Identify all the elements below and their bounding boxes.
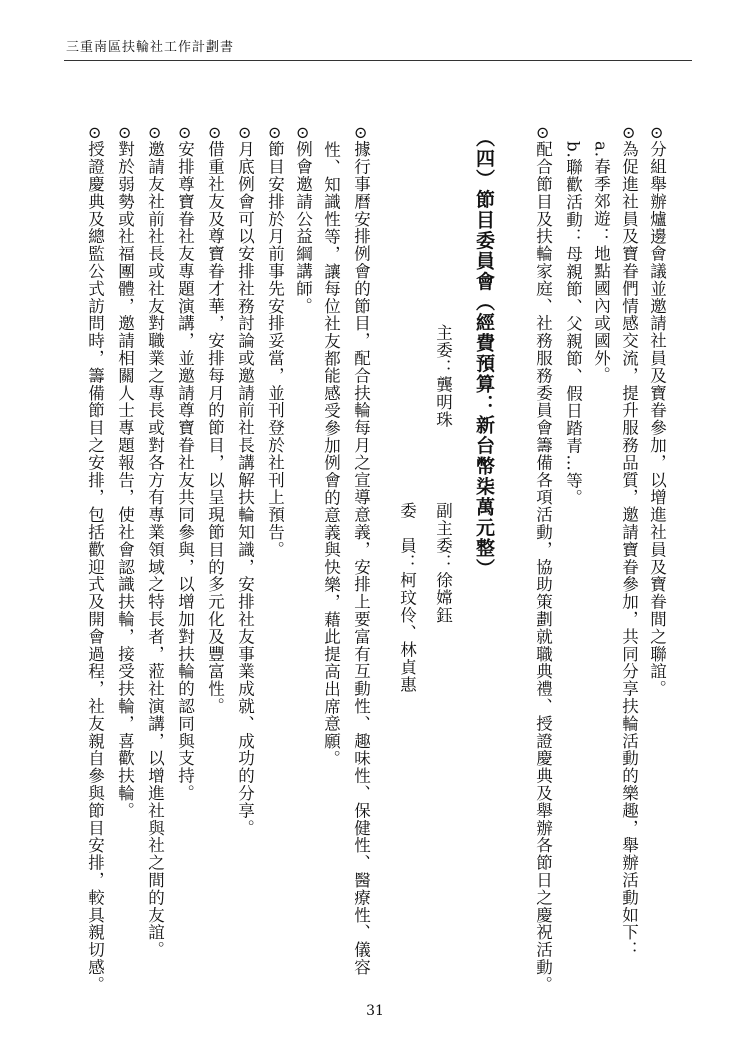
bullet-charity-groups: ⊙對於弱勢或社福團體，邀請相關人士專題報告，使社會認識扶輪，接受扶輪，喜歡扶輪。 bbox=[115, 126, 135, 820]
bullet-guest-speakers: ⊙邀請友社前社長或社友對職業之專長或對各方有專業領域之特長者，蒞社演講，以增進社與社之間的友誼。 bbox=[145, 126, 165, 959]
bullet-fireside-meeting: ⊙分組舉辦爐邊會議並邀請社員及寶眷參加，以增進社員及寶眷間之聯誼。 bbox=[647, 126, 667, 698]
committee-vice-chair: 副主委：徐嫦鈺 bbox=[433, 502, 453, 624]
bullet-meeting-program: ⊙據行事曆安排例會的節目，配合扶輪每月之宣導意義，安排上要富有互動性、趣味性、保健性、醫療性、儀容 bbox=[351, 126, 371, 976]
bullet-family-activities: ⊙為促進社員及寶眷們情感交流，提升服務品質，邀請寶眷參加，共同分享扶輪活動的樂趣，舉辦活動如下： bbox=[619, 126, 639, 959]
sub-item-spring-outing: a.春季郊遊：地點國內或國外。 bbox=[591, 141, 611, 385]
bullet-ceremony-coordination: ⊙配合節目及扶輪家庭、社務服務委員會籌備各項活動，協助策劃就職典禮、授證慶典及舉辦各節日之慶祝活動。 bbox=[533, 126, 553, 994]
bullet-meeting-program-cont: 性、知識性等，讓每位社友都能感受參加例會的意義與快樂，藉此提高出席意願。 bbox=[321, 141, 341, 768]
section-heading-program-committee: （四）節目委員會（經費預算：新台幣柒萬元整） bbox=[473, 128, 495, 579]
bullet-month-end-meeting: ⊙月底例會可以安排社務討論或邀請前社長講解扶輪知識，安排社友事業成就、成功的分享。 bbox=[235, 126, 255, 837]
document-header-title: 三重南區扶輪社工作計劃書 bbox=[66, 40, 235, 55]
bullet-member-talents: ⊙借重社友及尊寶眷才華，安排每月的節目，以呈現節目的多元化及豐富性。 bbox=[205, 126, 225, 715]
sub-item-festive-gathering: b.聯歡活動：母親節、父親節、假日踏青…等。 bbox=[563, 141, 583, 507]
bullet-advance-scheduling: ⊙節目安排於月前事先安排妥當，並刊登於社刊上預告。 bbox=[265, 126, 285, 559]
page-number: 31 bbox=[366, 1003, 384, 1019]
committee-members: 委 員：柯玟伶、林貞惠 bbox=[397, 502, 417, 694]
bullet-speaker-invitation: ⊙例會邀請公益綱講師。 bbox=[293, 126, 313, 315]
bullet-charter-ceremony: ⊙授證慶典及總監公式訪問時，籌備節目之安排，包括歡迎式及開會過程，社友親自參與節目安排，較具親切感。 bbox=[85, 126, 105, 994]
committee-chair: 主委：龔明珠 bbox=[433, 324, 453, 429]
bullet-spouse-lectures: ⊙安排尊寶眷社友專題演講，並邀請尊寶眷社友共同參與，以增加對扶輪的認同與支持。 bbox=[175, 126, 195, 802]
header-rule bbox=[64, 60, 692, 61]
